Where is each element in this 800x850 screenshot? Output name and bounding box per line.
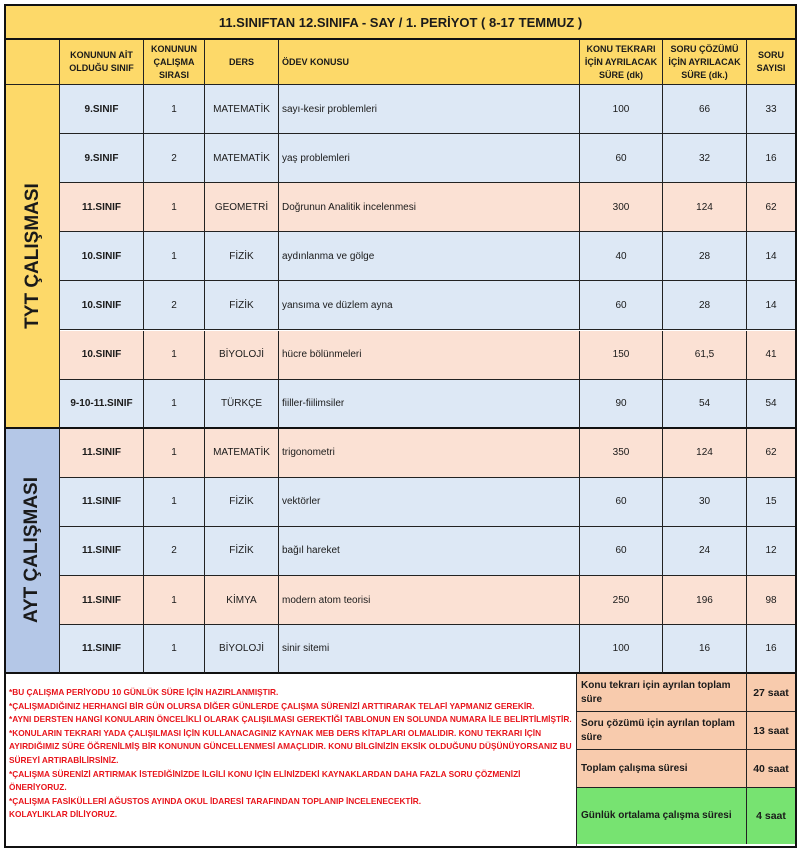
cell-soru-sayisi: 62	[747, 183, 795, 232]
cell-odev: vektörler	[279, 478, 580, 527]
cell-soru-cozumu: 16	[663, 625, 747, 674]
cell-odev: modern atom teorisi	[279, 576, 580, 625]
summary-label: Günlük ortalama çalışma süresi	[577, 788, 747, 844]
summary-label: Toplam çalışma süresi	[577, 750, 747, 788]
cell-soru-cozumu: 66	[663, 85, 747, 134]
cell-sira: 2	[144, 527, 205, 576]
note-line: *BU ÇALIŞMA PERİYODU 10 GÜNLÜK SÜRE İÇİN HAZIRLANMIŞTIR.	[9, 687, 279, 697]
cell-soru-sayisi: 62	[747, 429, 795, 478]
cell-soru-sayisi: 41	[747, 331, 795, 380]
cell-konu-tekrari: 90	[580, 380, 663, 429]
note-line: KOLAYLIKLAR DİLİYORUZ.	[9, 809, 118, 820]
cell-odev: hücre bölünmeleri	[279, 331, 580, 380]
cell-soru-cozumu: 32	[663, 134, 747, 183]
cell-sinif: 11.SINIF	[60, 183, 144, 232]
summary-value: 27 saat	[747, 674, 795, 712]
cell-ders: FİZİK	[205, 478, 279, 527]
cell-ders: FİZİK	[205, 281, 279, 330]
cell-sinif: 11.SINIF	[60, 478, 144, 527]
cell-konu-tekrari: 250	[580, 576, 663, 625]
cell-sira: 1	[144, 576, 205, 625]
note-line: *ÇALIŞMA FASİKÜLLERİ AĞUSTOS AYINDA OKUL İDARESİ TARAFINDAN TOPLANIP İNCELENECEKTİR.	[9, 795, 422, 806]
cell-konu-tekrari: 60	[580, 527, 663, 576]
note-line: *KONULARIN TEKRARI YADA ÇALIŞILMASI İÇİN KULLANACAGINIZ KAYNAK MEB DERS KİTAPLARI OLMALIDIR. KONU TEKRARI İÇİN AYIRDIĞIMIZ SÜRE ÖĞRENİLMİŞ BİR KONUNUN GÜNCELLENMESİ AMAÇLIDIR. KONU BİLGİNİZİN EKSİK OLDUĞUNU DÜŞÜNÜYORSANIZ BU SÜREYİ ARTIRABİLİRSİNİZ.	[9, 727, 572, 765]
cell-ders: MATEMATİK	[205, 134, 279, 183]
cell-ders: KİMYA	[205, 576, 279, 625]
cell-ders: MATEMATİK	[205, 85, 279, 134]
section-label-ayt	[6, 429, 60, 675]
cell-soru-cozumu: 28	[663, 281, 747, 330]
cell-odev: trigonometri	[279, 429, 580, 478]
cell-ders: FİZİK	[205, 232, 279, 281]
header-sinif: KONUNUN AİT OLDUĞU SINIF	[60, 40, 144, 85]
header-soru-sayisi: SORU SAYISI	[747, 40, 795, 85]
summary-value: 40 saat	[747, 750, 795, 788]
cell-sira: 1	[144, 429, 205, 478]
cell-sinif: 11.SINIF	[60, 429, 144, 478]
summary-label: Soru çözümü için ayrılan toplam süre	[577, 712, 747, 750]
cell-odev: fiiller-fiilimsiler	[279, 380, 580, 429]
cell-odev: aydınlanma ve gölge	[279, 232, 580, 281]
cell-soru-cozumu: 28	[663, 232, 747, 281]
cell-sinif: 9.SINIF	[60, 134, 144, 183]
note-line: *AYNI DERSTEN HANGİ KONULARIN ÖNCELİKLİ OLARAK ÇALIŞILMASI GEREKTİĞİ TABLONUN EN SOLUNDA NUMARA İLE BELİRTİLMİŞTİR.	[9, 714, 572, 725]
header-blank	[6, 40, 60, 85]
cell-ders: FİZİK	[205, 527, 279, 576]
section-label-tyt	[6, 85, 60, 429]
cell-odev: bağıl hareket	[279, 527, 580, 576]
cell-soru-cozumu: 61,5	[663, 331, 747, 380]
cell-sinif: 9.SINIF	[60, 85, 144, 134]
cell-soru-cozumu: 30	[663, 478, 747, 527]
cell-ders: BİYOLOJİ	[205, 625, 279, 674]
header-odev: ÖDEV KONUSU	[279, 40, 580, 85]
cell-ders: GEOMETRİ	[205, 183, 279, 232]
cell-odev: Doğrunun Analitik incelenmesi	[279, 183, 580, 232]
cell-konu-tekrari: 300	[580, 183, 663, 232]
study-plan-sheet	[4, 4, 797, 848]
cell-sira: 2	[144, 134, 205, 183]
cell-sira: 1	[144, 85, 205, 134]
cell-ders: BİYOLOJİ	[205, 331, 279, 380]
cell-soru-sayisi: 12	[747, 527, 795, 576]
cell-odev: sayı-kesir problemleri	[279, 85, 580, 134]
header-soru-cozumu: SORU ÇÖZÜMÜ İÇİN AYRILACAK SÜRE (dk.)	[663, 40, 747, 85]
cell-sira: 1	[144, 625, 205, 674]
cell-soru-sayisi: 14	[747, 281, 795, 330]
cell-soru-cozumu: 24	[663, 527, 747, 576]
header-konu-tekrari: KONU TEKRARI İÇİN AYRILACAK SÜRE (dk)	[580, 40, 663, 85]
cell-sira: 1	[144, 331, 205, 380]
sheet-title: 11.SINIFTAN 12.SINIFA - SAY / 1. PERİYOT ( 8-17 TEMMUZ )	[6, 6, 795, 40]
cell-soru-cozumu: 196	[663, 576, 747, 625]
cell-soru-sayisi: 15	[747, 478, 795, 527]
summary-value: 13 saat	[747, 712, 795, 750]
cell-sinif: 11.SINIF	[60, 527, 144, 576]
cell-soru-sayisi: 16	[747, 625, 795, 674]
cell-konu-tekrari: 350	[580, 429, 663, 478]
cell-konu-tekrari: 40	[580, 232, 663, 281]
cell-ders: TÜRKÇE	[205, 380, 279, 429]
cell-ders: MATEMATİK	[205, 429, 279, 478]
cell-odev: sinir sitemi	[279, 625, 580, 674]
cell-odev: yaş problemleri	[279, 134, 580, 183]
cell-sinif: 9-10-11.SINIF	[60, 380, 144, 429]
cell-sinif: 11.SINIF	[60, 625, 144, 674]
cell-konu-tekrari: 60	[580, 134, 663, 183]
cell-sira: 1	[144, 232, 205, 281]
notes-box	[6, 674, 577, 848]
section-label-text: AYT ÇALIŞMASI	[21, 477, 43, 624]
note-line: *ÇALIŞMADIĞINIZ HERHANGİ BİR GÜN OLURSA DİĞER GÜNLERDE ÇALIŞMA SÜRENİZİ ARTTIRARAK TELAFİ YAPMANIZ GEREKİR.	[9, 700, 535, 711]
cell-soru-sayisi: 14	[747, 232, 795, 281]
cell-sira: 1	[144, 183, 205, 232]
cell-konu-tekrari: 60	[580, 281, 663, 330]
section-label-text: TYT ÇALIŞMASI	[21, 183, 43, 329]
cell-soru-cozumu: 124	[663, 183, 747, 232]
cell-sinif: 11.SINIF	[60, 576, 144, 625]
cell-soru-cozumu: 124	[663, 429, 747, 478]
cell-soru-sayisi: 54	[747, 380, 795, 429]
cell-soru-sayisi: 33	[747, 85, 795, 134]
cell-sira: 2	[144, 281, 205, 330]
note-line: *ÇALIŞMA SÜRENİZİ ARTIRMAK İSTEDİĞİNİZDE İLGİLİ KONU İÇİN ELİNİZDEKİ KAYNAKLARDAN DAHA FAZLA SORU ÇÖZMENİZİ ÖNERİYORUZ.	[9, 768, 521, 793]
cell-sinif: 10.SINIF	[60, 232, 144, 281]
cell-konu-tekrari: 100	[580, 625, 663, 674]
cell-sinif: 10.SINIF	[60, 281, 144, 330]
cell-soru-sayisi: 98	[747, 576, 795, 625]
cell-soru-cozumu: 54	[663, 380, 747, 429]
cell-odev: yansıma ve düzlem ayna	[279, 281, 580, 330]
cell-konu-tekrari: 60	[580, 478, 663, 527]
cell-konu-tekrari: 150	[580, 331, 663, 380]
header-sira: KONUNUN ÇALIŞMA SIRASI	[144, 40, 205, 85]
cell-soru-sayisi: 16	[747, 134, 795, 183]
cell-sira: 1	[144, 380, 205, 429]
summary-value: 4 saat	[747, 788, 795, 844]
cell-sira: 1	[144, 478, 205, 527]
cell-konu-tekrari: 100	[580, 85, 663, 134]
header-ders: DERS	[205, 40, 279, 85]
cell-sinif: 10.SINIF	[60, 331, 144, 380]
summary-label: Konu tekrarı için ayrılan toplam süre	[577, 674, 747, 712]
